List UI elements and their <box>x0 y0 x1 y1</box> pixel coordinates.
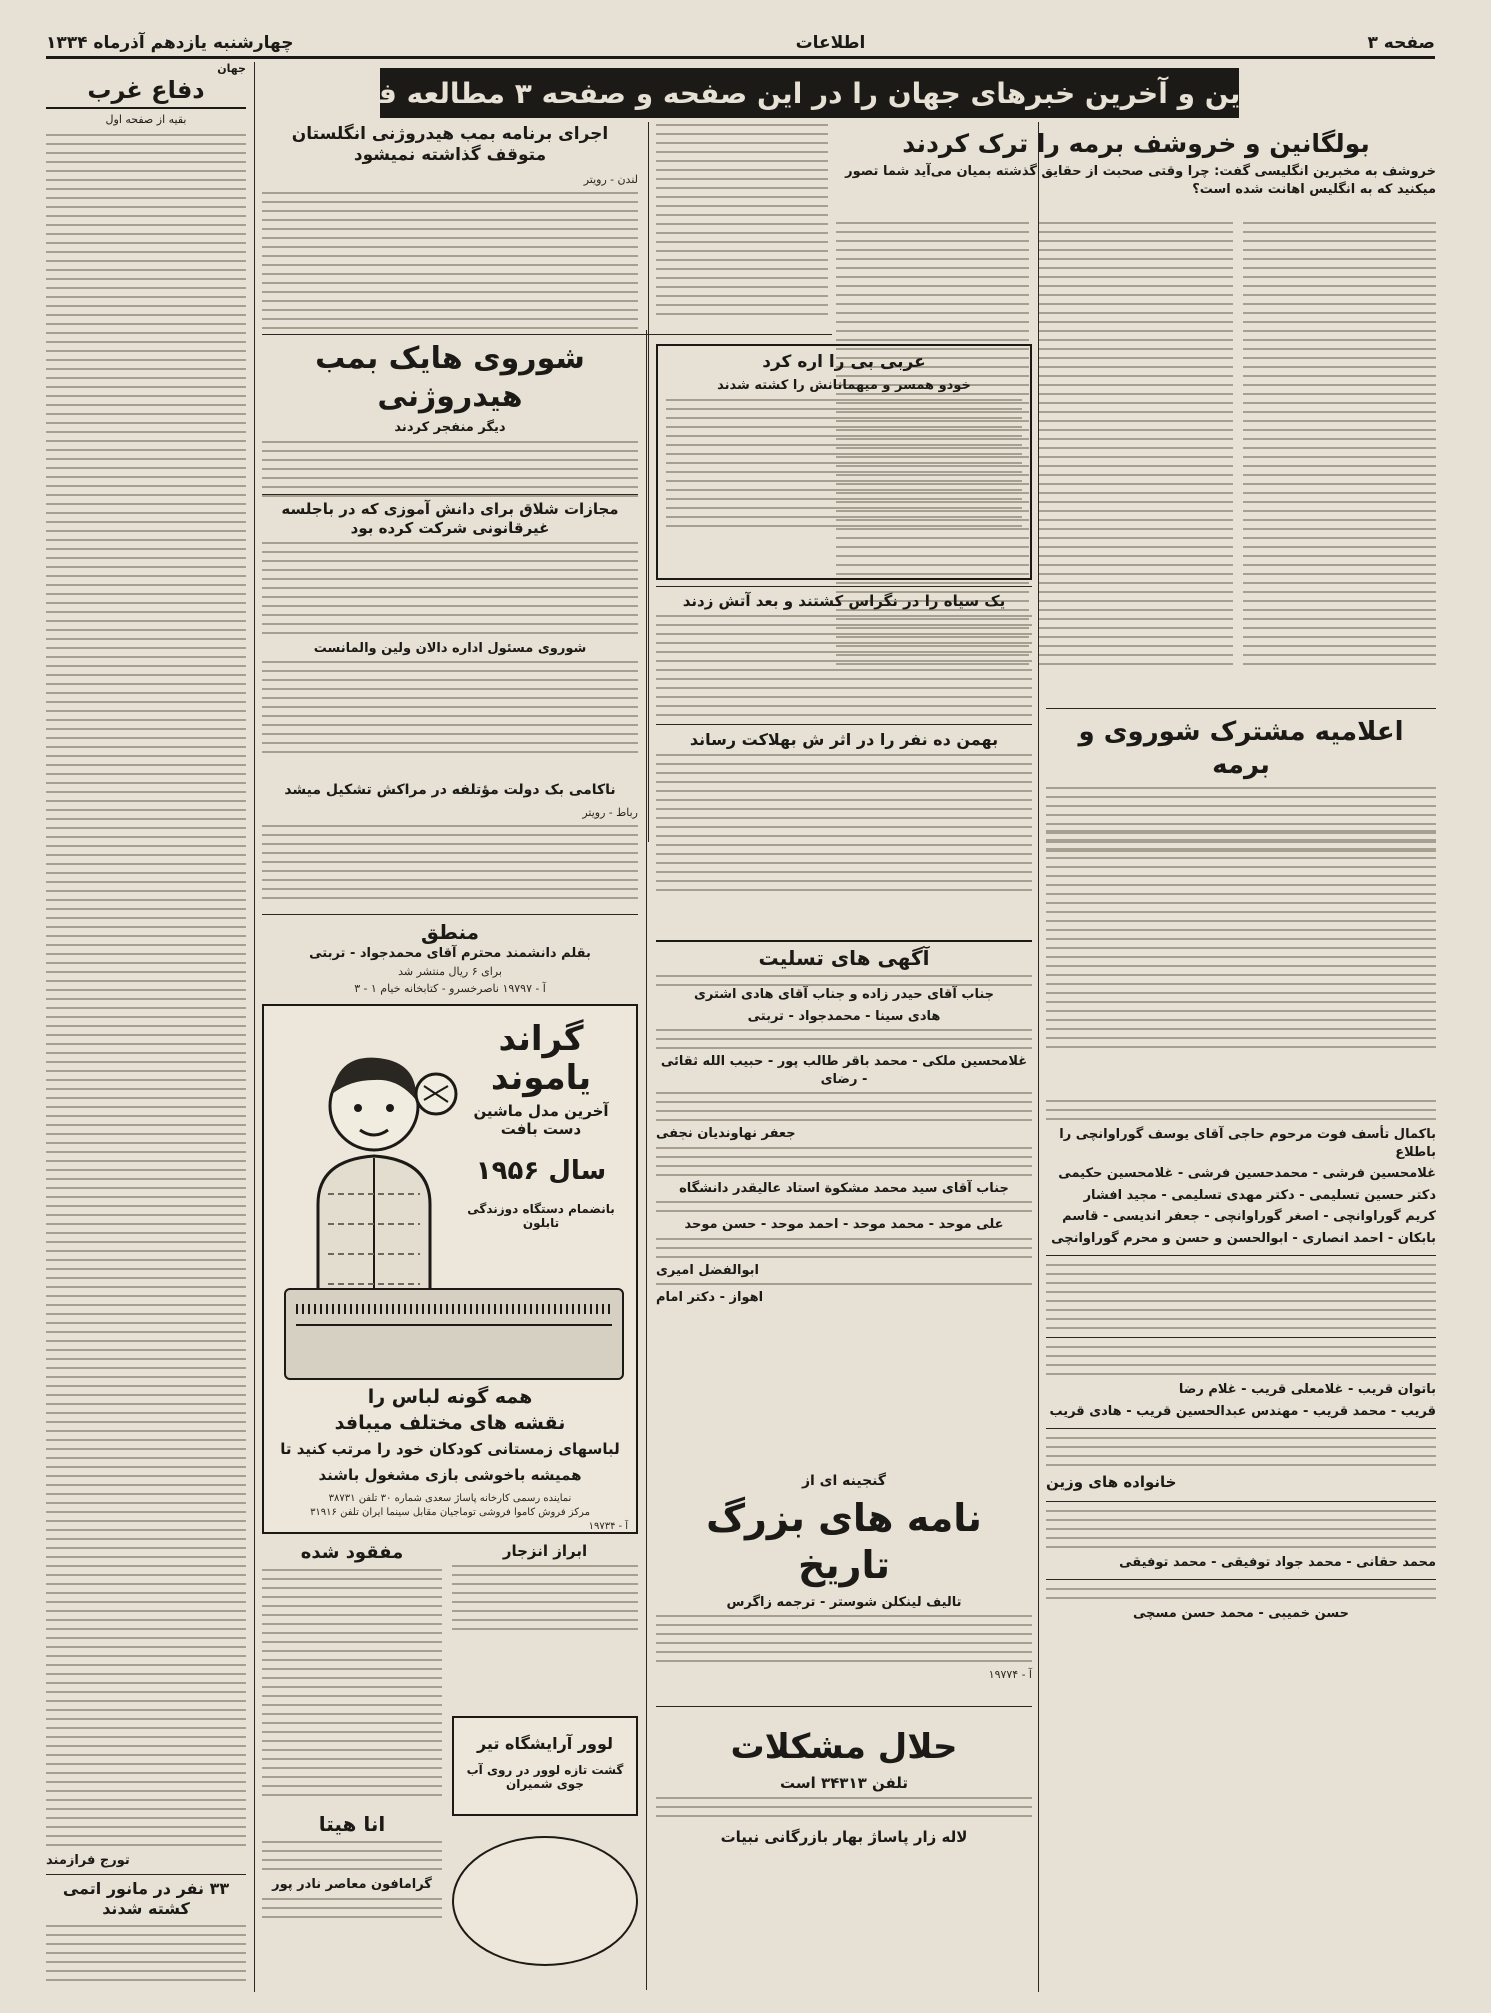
notice-line: کریم گوراوانچی - اصغر گوراوانچی - جعفر اندیسی - قاسم <box>1062 1209 1436 1225</box>
story-hbomb-program-title: اجرای برنامه بمب هیدروژنی انگلستان متوقف گذاشته نمیشود <box>291 124 609 166</box>
anahita-notice <box>262 1812 442 1992</box>
left-column-sub: بقیه از صفحه اول <box>105 113 187 126</box>
rent-notice <box>452 1542 638 1702</box>
story-hbomb-cont <box>656 124 828 334</box>
ad-circular-stamp <box>452 1836 638 1966</box>
ad-hallal <box>656 1712 1032 1992</box>
ad-line3: بانضمام دستگاه دوزندگی تابلون <box>467 1202 615 1230</box>
hallal-address: لاله زار پاساژ بهار بازرگانی نبیات <box>720 1827 968 1846</box>
ad-line2: سال ۱۹۵۶ <box>475 1156 607 1186</box>
story-avalanche-title: بهمن ده نفر را در اثر ش بهلاکت رساند <box>689 730 999 749</box>
article-text <box>46 134 246 1918</box>
condolence-line: علی موحد - محمد موحد - احمد موحد - حسن موحد <box>684 1217 1004 1233</box>
ad-slogan1: همه گونه لباس را <box>367 1386 533 1408</box>
hallal-phone: تلفن ۳۴۳۱۳ است <box>779 1773 909 1792</box>
story-joint-statement-body <box>1046 830 1436 1090</box>
story-flogging-title: مجازات شلاق برای دانش آموزی که در باجلسه غیرقانونی شرکت کرده بود <box>281 500 619 537</box>
rent-notice-title: ابراز انزجار <box>502 1542 588 1560</box>
section-label: جهان <box>217 62 246 75</box>
story-morocco-dateline: رباط - رویتر <box>582 805 638 819</box>
story-joint-statement-title: اعلامیه مشترک شوروی و برمه <box>1078 717 1404 780</box>
great-letters-code: آ - ۱۹۷۷۴ <box>988 1668 1032 1682</box>
ad-code: آ - ۱۹۷۳۴ <box>588 1521 628 1532</box>
story-hbomb-program-dateline: لندن - رویتر <box>583 172 638 186</box>
story-joint-statement <box>1046 716 1436 826</box>
left-column-bottom <box>46 1852 246 1992</box>
notice-line: حسن خمیبی - محمد حسن مسچی <box>1133 1606 1349 1622</box>
great-letters-pre: گنجینه ای از <box>801 1473 887 1489</box>
notice-line: محمد حقانی - محمد جواد توفیقی - محمد توفیقی <box>1119 1554 1436 1570</box>
column-rule <box>254 62 255 1992</box>
notice-line: قریب - محمد قریب - مهندس عبدالحسین قریب - هادی قریب <box>1049 1403 1436 1419</box>
ad-mantegh <box>262 920 638 1002</box>
notice-line: باتوان قریب - غلامعلی قریب - غلام رضا <box>1178 1382 1436 1398</box>
notice-line: خانواده های وزین <box>1046 1473 1177 1492</box>
notice-line: بابکان - احمد انصاری - ابوالحسن و حسن و محرم گوراوانچی <box>1051 1230 1436 1246</box>
ad-great-letters <box>656 1472 1032 1702</box>
ad-mantegh-author: بقلم دانشمند محترم آقای محمدجواد - تربتی <box>309 946 591 961</box>
story-arab-sub: خودو همسر و میهمانانش را کشته شدند <box>717 378 971 394</box>
lost-notice <box>262 1542 442 1702</box>
anahita-line: گرامافون معاصر نادر پور <box>272 1877 432 1892</box>
condolence-line: غلامحسین ملکی - محمد باقر طالب پور - حبیب الله ثقائی - رضای <box>660 1054 1028 1087</box>
story-lynching <box>656 592 1032 722</box>
story-soviet-hbomb-title: شوروی هایک بمب هیدروژنی <box>315 341 585 414</box>
condolence-line: جعفر نهاوندیان نجفی <box>656 1126 796 1142</box>
notice-line: دکتر حسین تسلیمی - دکتر مهدی تسلیمی - مجید افشار <box>1083 1187 1436 1203</box>
hallal-title: حلال مشکلات <box>730 1727 958 1767</box>
condolence-title: آگهی های تسلیت <box>656 940 1032 971</box>
ad-address2: مرکز فروش کاموا فروشی توماجیان مقابل سینما ایران تلفن ۳۱۹۱۶ <box>310 1507 590 1518</box>
condolence-line: جناب آقای حیدر زاده و جناب آقای هادی اشتری <box>693 987 995 1002</box>
ad-mantegh-title: منطق <box>420 920 480 944</box>
story-soviet-hbomb-sub: دیگر منفجر کردند <box>394 420 506 435</box>
top-banner: مهمترین و آخرین خبرهای جهان را در این صفحه و صفحه ۳ مطالعه فرمائید <box>380 68 1239 118</box>
ad-barbershop <box>452 1716 638 1816</box>
ad-mantegh-code: آ - ۱۹۷۹۷ ناصرخسرو - کتابخانه خیام ۱ - ۳ <box>354 981 546 995</box>
story-morocco-title: ناکامی بک دولت مؤتلفه در مراکش تشکیل میشد <box>284 782 616 798</box>
knitting-machine-illustration <box>284 1288 624 1380</box>
left-column-title: دفاع غرب <box>46 75 246 109</box>
notice-line: غلامحسین فرشی - محمدحسین فرشی - غلامحسین حکیمی <box>1058 1166 1436 1182</box>
lost-notice-title: مفقود شده <box>300 1542 404 1563</box>
story-lynching-title: یک سیاه را در نگراس کشتند و بعد آتش زدند <box>682 592 1006 610</box>
right-notices <box>1046 1100 1436 1992</box>
great-letters-sub: تالیف لینکلن شوستر - ترجمه زاگرس <box>726 1594 962 1610</box>
story-morocco <box>262 782 638 912</box>
ad-barbershop-sub: گشت تازه لوور در روی آب جوی شمیران <box>466 1763 624 1791</box>
condolence-line: هادی سینا - محمدجواد - تربتی <box>747 1008 941 1024</box>
page-number: صفحه ۳ <box>1367 33 1435 53</box>
ad-barbershop-title: لوور آرایشگاه تیر <box>476 1734 614 1753</box>
ad-brand: گراند یاموند <box>490 1019 592 1099</box>
story-soviet-hbomb <box>262 340 638 500</box>
column-rule <box>646 330 647 1990</box>
page-header <box>46 30 1435 59</box>
ad-address: نماینده رسمی کارخانه پاساژ سعدی شماره ۳۰ تلفن ۳۸۷۳۱ <box>328 1493 572 1504</box>
great-letters-title: نامه های بزرگ تاریخ <box>706 1495 982 1588</box>
ad-slogan3: لباسهای زمستانی کودکان خود را مرتب کنید تا <box>280 1440 620 1458</box>
ad-grand-diamond <box>262 1004 638 1534</box>
story-avalanche <box>656 730 1032 930</box>
story-arab-box <box>656 344 1032 580</box>
notice-line: باکمال تأسف فوت مرحوم حاجی آقای یوسف گوراوانچی را باطلاع <box>1059 1127 1436 1160</box>
paper-name: اطلاعات <box>795 33 866 53</box>
story-bulganin-sub: خروشف به مخبرین انگلیسی گفت: چرا وقتی صحبت از حقایق گذشته بمیان می‌آید شما تصور میکنید که به انگلیس اهانت شده است؟ <box>845 164 1436 197</box>
left-column <box>46 62 246 1992</box>
author-name: تورج فرازمند <box>46 1853 130 1868</box>
ad-slogan4: همیشه باخوشی بازی مشغول باشند <box>318 1466 582 1484</box>
ad-slogan2: نقشه های مختلف میبافد <box>334 1412 566 1434</box>
story-hbomb-program <box>262 124 638 324</box>
ad-line1: آخرین مدل ماشین دست بافت <box>473 1102 609 1138</box>
column-rule <box>648 122 649 842</box>
story-arab-title: عربی بی را اره کرد <box>762 352 926 372</box>
condolence-line: جناب آقای سید محمد مشکوة استاد عالیقدر دانشگاه <box>679 1180 1009 1196</box>
condolence-notices <box>656 940 1032 1470</box>
anahita-title: انا هیتا <box>318 1812 386 1836</box>
bottom-headline: ۳۳ نفر در مانور اتمی کشته شدند <box>62 1878 230 1918</box>
story-berlin-title: شوروی مسئول اداره دالان ولین والمانست <box>313 640 587 656</box>
story-bulganin-title: بولگانین و خروشف برمه را ترک کردند <box>902 129 1370 158</box>
ad-mantegh-price: برای ۶ ریال منتشر شد <box>398 964 502 978</box>
condolence-line: ابوالفضل امیری <box>656 1262 759 1278</box>
issue-date: چهارشنبه یازدهم آذرماه ۱۳۳۴ <box>46 33 294 53</box>
condolence-line: اهواز - دکتر امام <box>656 1290 764 1306</box>
